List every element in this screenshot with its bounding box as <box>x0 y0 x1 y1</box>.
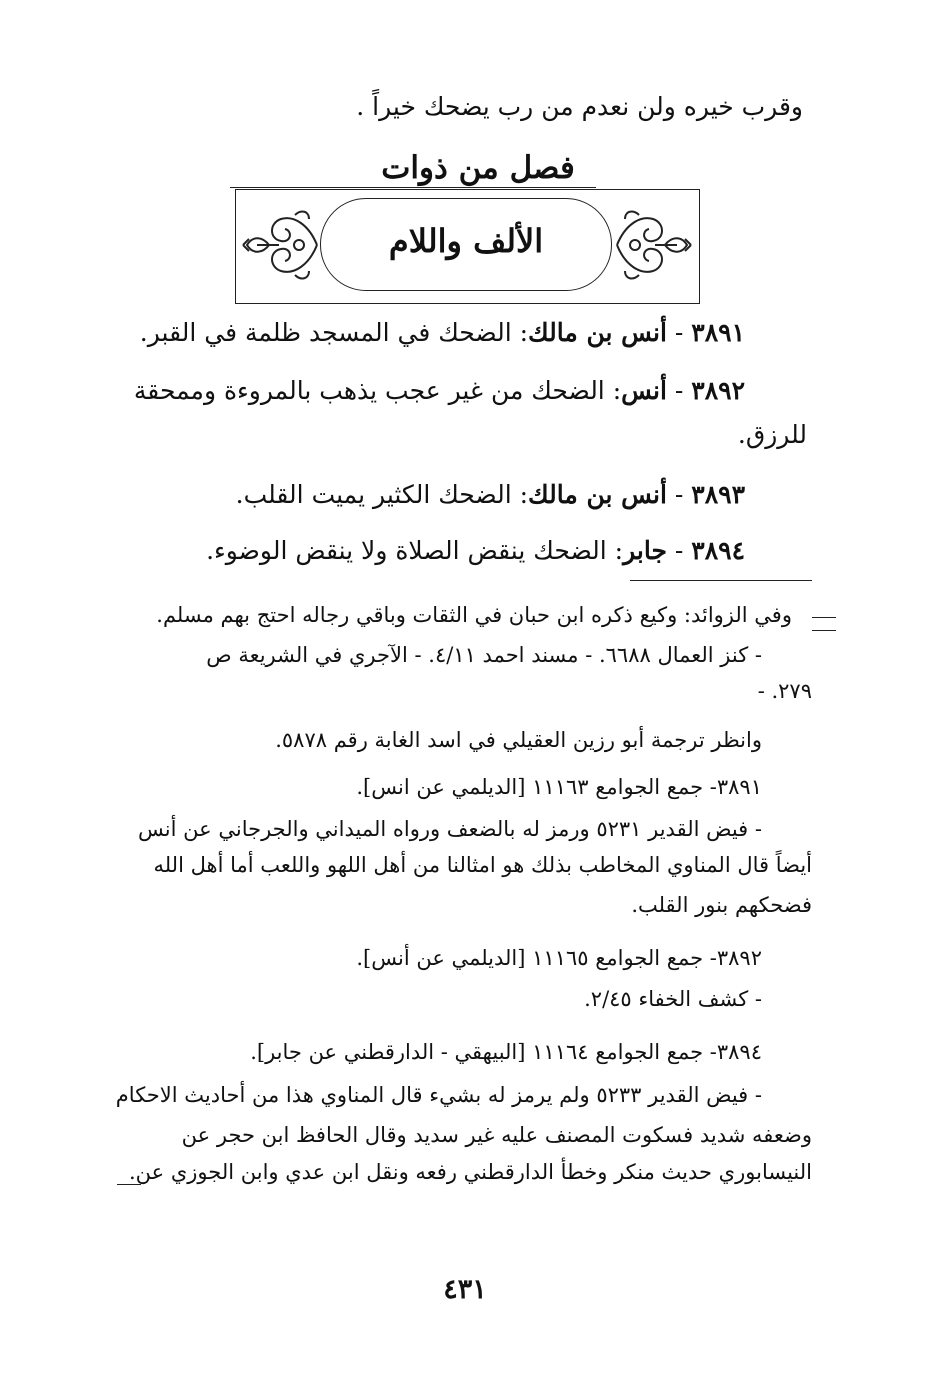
footnote-line: - كنز العمال ٦٦٨٨. - مسند احمد ٤/١١. - الآجري في الشريعة ص <box>206 643 762 667</box>
hadith-text: الضحك ينقض الصلاة ولا ينقض الوضوء. <box>206 536 607 565</box>
footnote-line: ٢٧٩. - <box>757 679 812 703</box>
hadith-entry: ٣٨٩٤ - جابر: الضحك ينقض الصلاة ولا ينقض الوضوء. <box>206 536 745 565</box>
arabesque-ornament-right-icon <box>613 205 695 285</box>
footnote-marker-icon <box>812 617 836 631</box>
footnote-line: وفي الزوائد: وكيع ذكره ابن حبان في الثقات وباقي رجاله احتج بهم مسلم. <box>156 603 792 627</box>
hadith-number: ٣٨٩٣ <box>691 480 745 509</box>
hadith-number: ٣٨٩١ <box>691 318 745 347</box>
hadith-text: الضحك في المسجد ظلمة في القبر. <box>139 318 512 347</box>
footnote-line: ٣٨٩٤- جمع الجوامع ١١١٦٤ [البيهقي - الدارقطني عن جابر]. <box>250 1040 762 1064</box>
section-title: فصل من ذوات <box>381 150 575 186</box>
hadith-number: ٣٨٩٢ <box>691 376 745 405</box>
footnote-line: أيضاً قال المناوي المخاطب بذلك هو امثالنا من أهل اللهو واللعب أما أهل الله <box>153 853 812 877</box>
continuation-dash <box>117 1184 141 1185</box>
hadith-entry: ٣٨٩٣ - أنس بن مالك: الضحك الكثير يميت القلب. <box>235 480 745 509</box>
hadith-narrator: جابر <box>623 536 667 565</box>
footnote-line: وضعفه شديد فسكوت المصنف عليه غير سديد وقال الحافظ ابن حجر عن <box>181 1123 812 1147</box>
footnote-line: - فيض القدير ٥٢٣٣ ولم يرمز له بشيء قال المناوي هذا من أحاديث الاحكام <box>115 1083 762 1107</box>
footnote-line: فضحكهم بنور القلب. <box>631 893 812 917</box>
footnote-divider <box>630 580 812 581</box>
hadith-narrator: أنس بن مالك <box>528 480 667 509</box>
footnote-line: وانظر ترجمة أبو رزين العقيلي في اسد الغابة رقم ٥٨٧٨. <box>275 728 762 752</box>
intro-line: وقرب خيره ولن نعدم من رب يضحك خيراً . <box>356 92 803 121</box>
hadith-number: ٣٨٩٤ <box>691 536 745 565</box>
hadith-text-continuation: للرزق. <box>737 420 807 449</box>
arabesque-ornament-left-icon <box>239 205 321 285</box>
page-number: ٤٣١ <box>443 1274 487 1305</box>
frame-title: الألف واللام <box>388 222 544 260</box>
hadith-narrator: أنس بن مالك <box>528 318 667 347</box>
hadith-entry: ٣٨٩١ - أنس بن مالك: الضحك في المسجد ظلمة في القبر. <box>139 318 745 347</box>
hadith-text: الضحك الكثير يميت القلب. <box>235 480 512 509</box>
footnote-line: النيسابوري حديث منكر وخطأ الدارقطني رفعه ونقل ابن عدي وابن الجوزي عن. <box>128 1160 812 1184</box>
hadith-narrator: أنس <box>621 376 667 405</box>
footnote-line: - كشف الخفاء ٢/٤٥. <box>584 987 762 1011</box>
hadith-text: الضحك من غير عجب يذهب بالمروءة وممحقة <box>133 376 605 405</box>
footnote-line: ٣٨٩١- جمع الجوامع ١١١٦٣ [الديلمي عن انس]. <box>356 775 762 799</box>
footnote-line: ٣٨٩٢- جمع الجوامع ١١١٦٥ [الديلمي عن أنس]. <box>356 946 762 970</box>
footnote-line: - فيض القدير ٥٢٣١ ورمز له بالضعف ورواه الميداني والجرجاني عن أنس <box>138 817 762 841</box>
title-underline <box>230 187 596 188</box>
hadith-entry: ٣٨٩٢ - أنس: الضحك من غير عجب يذهب بالمروءة وممحقة <box>133 376 745 405</box>
